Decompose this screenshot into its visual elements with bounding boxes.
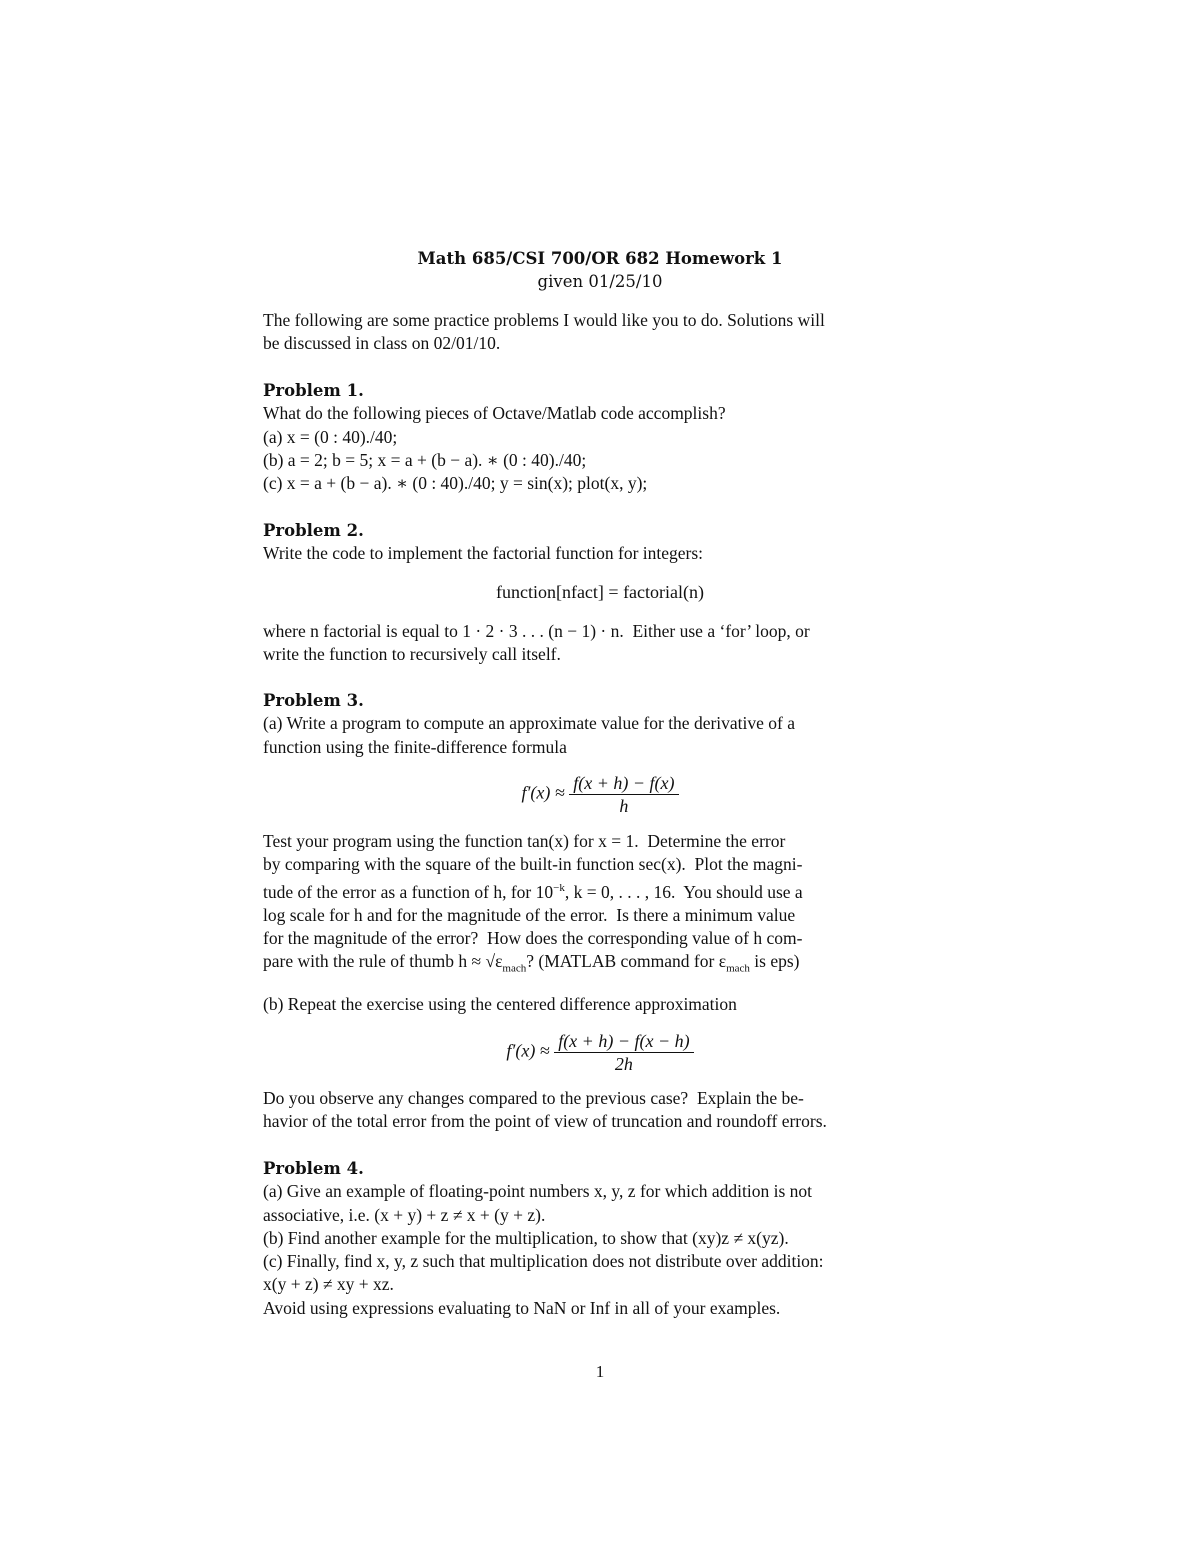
- intro-line: be discussed in class on 02/01/10.: [263, 333, 501, 354]
- formula-denominator: 2h: [614, 1054, 633, 1074]
- problem-2: [263, 519, 937, 566]
- problem-3-text: Test your program using the function tan(x) for x = 1. Determine the error: [263, 831, 786, 851]
- intro-line: The following are some practice problems I would like you to do. Solutions will: [263, 310, 825, 330]
- problem-2-text: write the function to recursively call itself.: [263, 644, 561, 665]
- formula-lhs: f′(x) ≈: [521, 782, 565, 803]
- problem-2-text: where n factorial is equal to 1 · 2 · 3 . . . (n − 1) · n. Either use a ‘for’ loop, or: [263, 621, 810, 641]
- centered-difference-formula: [263, 1030, 937, 1075]
- formula-denominator: h: [619, 796, 629, 816]
- problem-3: [263, 689, 937, 759]
- problem-1-part-c: (c) x = a + (b − a). ∗ (0 : 40)./40; y = sin(x); plot(x, y);: [263, 473, 648, 494]
- formula-lhs: f′(x) ≈: [506, 1040, 550, 1061]
- problem-3-text: pare with the rule of thumb $h \approx √\varepsilon_{mach}$? (MATLAB command for $\varepsilon_{mach}$ is eps): [263, 951, 800, 975]
- title-block: [0, 247, 1200, 293]
- intro-paragraph: [263, 309, 937, 356]
- problem-4-text: Avoid using expressions evaluating to NaN or Inf in all of your examples.: [263, 1297, 781, 1318]
- problem-1-heading: Problem 1.: [263, 381, 364, 400]
- forward-difference-formula: [263, 772, 937, 817]
- problem-3-text: tude of the error as a function of h, for $10^{-k}$, k = 0, . . . , 16. You should use a: [263, 881, 803, 902]
- problem-3-text: Do you observe any changes compared to the previous case? Explain the be-: [263, 1088, 804, 1108]
- page-number: 1: [595, 1362, 605, 1381]
- problem-2-text: Write the code to implement the factorial function for integers:: [263, 543, 704, 564]
- problem-4-text: (b) Find another example for the multiplication, to show that (xy)z ≠ x(yz).: [263, 1227, 789, 1248]
- problem-4: [263, 1157, 937, 1320]
- formula-fraction: [554, 1030, 693, 1075]
- problem-1-part-b: (b) a = 2; b = 5; x = a + (b − a). ∗ (0 : 40)./40;: [263, 449, 587, 470]
- problem-3-text: (a) Write a program to compute an approximate value for the derivative of a: [263, 713, 796, 734]
- problem-1-question: What do the following pieces of Octave/Matlab code accomplish?: [263, 403, 726, 424]
- problem-4-heading: Problem 4.: [263, 1159, 364, 1178]
- formula-numerator: f(x + h) − f(x − h): [554, 1030, 693, 1053]
- problem-3-part-b: [263, 993, 937, 1016]
- problem-1: [263, 379, 937, 495]
- formula-fraction: [569, 772, 678, 817]
- problem-4-text: (c) Finally, find x, y, z such that multiplication does not distribute over addition:: [263, 1251, 824, 1272]
- problem-3-heading: Problem 3.: [263, 691, 364, 710]
- factorial-signature: function[nfact] = factorial(n): [495, 582, 705, 602]
- problem-4-text: x(y + z) ≠ xy + xz.: [263, 1274, 394, 1295]
- problem-3-discussion: [263, 1087, 937, 1134]
- problem-1-part-a: (a) x = (0 : 40)./40;: [263, 426, 398, 447]
- problem-3-text: havior of the total error from the point of view of truncation and roundoff errors.: [263, 1111, 827, 1132]
- problem-2-continued: [263, 620, 937, 667]
- problem-3-text: (b) Repeat the exercise using the centered difference approximation: [263, 994, 737, 1014]
- problem-3-text: function using the finite-difference formula: [263, 736, 567, 757]
- problem-3-test-paragraph: [263, 830, 937, 981]
- document-title: Math 685/CSI 700/OR 682 Homework 1: [417, 249, 783, 268]
- problem-4-text: (a) Give an example of floating-point numbers x, y, z for which addition is not: [263, 1181, 813, 1202]
- given-date: given 01/25/10: [537, 272, 663, 291]
- problem-4-text: associative, i.e. (x + y) + z ≠ x + (y + z).: [263, 1204, 546, 1225]
- formula-numerator: f(x + h) − f(x): [569, 772, 678, 795]
- problem-3-text: by comparing with the square of the built-in function sec(x). Plot the magni-: [263, 854, 803, 875]
- problem-3-text: log scale for h and for the magnitude of the error. Is there a minimum value: [263, 904, 796, 925]
- problem-3-text: for the magnitude of the error? How does the corresponding value of h com-: [263, 928, 803, 949]
- problem-2-heading: Problem 2.: [263, 521, 364, 540]
